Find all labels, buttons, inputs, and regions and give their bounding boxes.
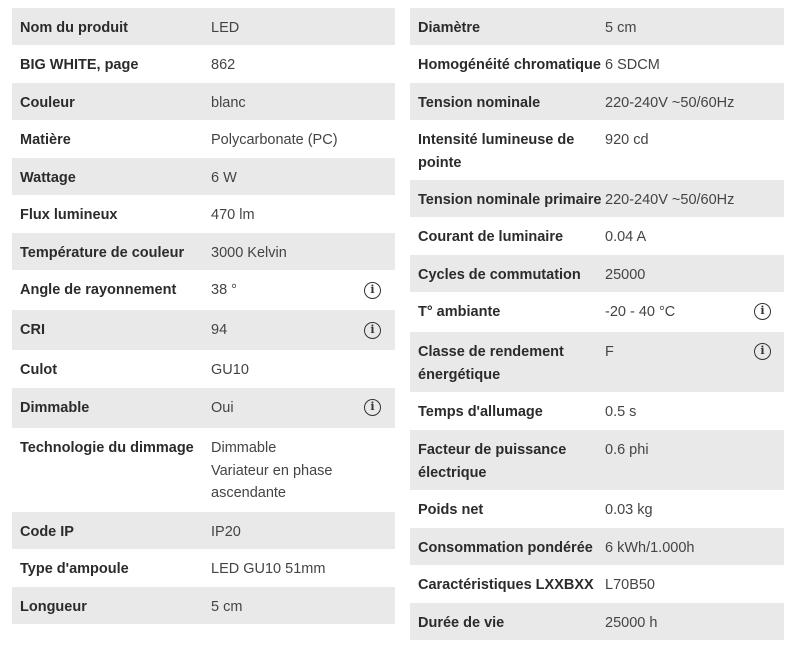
spec-value: 6 W [211, 170, 237, 186]
spec-row-duree-de-vie [410, 603, 784, 640]
spec-row-facteur-de-puissance-electrique [410, 430, 784, 490]
spec-row-caracteristiques-lxxbxx [410, 565, 784, 603]
spec-row-culot [12, 350, 395, 388]
spec-label: Durée de vie [418, 615, 505, 631]
spec-row-temps-d-allumage [410, 392, 784, 430]
spec-value: Polycarbonate (PC) [211, 132, 338, 148]
spec-value: F [605, 344, 614, 360]
spec-row-classe-de-rendement-energetique [410, 332, 784, 392]
spec-value: 862 [211, 57, 236, 73]
spec-value: 470 lm [211, 207, 255, 223]
info-icon[interactable]: i [364, 399, 381, 416]
spec-row-dimmable [12, 388, 395, 428]
spec-row-homogeneite-chromatique [410, 45, 784, 83]
info-icon[interactable]: i [364, 282, 381, 299]
spec-row-technologie-du-dimmage [12, 428, 395, 512]
spec-label: Température de couleur [20, 245, 185, 261]
spec-label: Angle de rayonnement [20, 282, 177, 298]
spec-row-angle-de-rayonnement [12, 270, 395, 310]
spec-value: 220-240V ~50/60Hz [605, 95, 735, 111]
spec-value: LED [211, 20, 240, 36]
info-icon[interactable]: i [754, 303, 771, 320]
spec-value: 0.5 s [605, 404, 637, 420]
spec-row-t-ambiante [410, 292, 784, 332]
spec-row-cri [12, 310, 395, 350]
spec-label: Tension nominale primaire [418, 192, 602, 208]
spec-label: Cycles de commutation [418, 267, 581, 283]
spec-value: LED GU10 51mm [211, 561, 326, 577]
spec-label: Classe de rendement énergétique [418, 344, 564, 383]
spec-value: GU10 [211, 362, 249, 378]
info-icon[interactable]: i [754, 343, 771, 360]
spec-row-courant-de-luminaire [410, 217, 784, 255]
spec-row-matiere [12, 120, 395, 158]
spec-label: Code IP [20, 524, 74, 540]
spec-row-wattage [12, 158, 395, 195]
spec-value: Oui [211, 400, 234, 416]
spec-value: 5 cm [211, 599, 243, 615]
spec-label: Couleur [20, 95, 75, 111]
spec-row-cycles-de-commutation [410, 255, 784, 292]
spec-label: Dimmable [20, 400, 90, 416]
spec-value: 6 SDCM [605, 57, 660, 73]
spec-label: BIG WHITE, page [20, 57, 139, 73]
spec-value: blanc [211, 95, 246, 111]
spec-value: 0.03 kg [605, 502, 653, 518]
spec-value: 220-240V ~50/60Hz [605, 192, 735, 208]
spec-row-couleur [12, 83, 395, 120]
spec-label: T° ambiante [418, 304, 501, 320]
specs-left-column [12, 8, 395, 624]
spec-row-intensite-lumineuse-de-pointe [410, 120, 784, 180]
spec-label: Longueur [20, 599, 87, 615]
spec-value: 6 kWh/1.000h [605, 540, 695, 556]
spec-label: Temps d'allumage [418, 404, 543, 420]
spec-label: Homogénéité chromatique [418, 57, 601, 73]
spec-row-tension-nominale [410, 83, 784, 120]
spec-label: Nom du produit [20, 20, 128, 36]
spec-value: 0.04 A [605, 229, 647, 245]
spec-row-code-ip [12, 512, 395, 549]
spec-value: 3000 Kelvin [211, 245, 287, 261]
spec-row-poids-net [410, 490, 784, 528]
spec-label: Wattage [20, 170, 76, 186]
spec-label: Culot [20, 362, 58, 378]
spec-label: Flux lumineux [20, 207, 118, 223]
spec-label: Intensité lumineuse de pointe [418, 132, 575, 171]
spec-value: L70B50 [605, 577, 655, 593]
spec-label: CRI [20, 322, 45, 338]
spec-value: IP20 [211, 524, 241, 540]
spec-row-temperature-de-couleur [12, 233, 395, 270]
spec-value: 920 cd [605, 132, 649, 148]
spec-value: -20 - 40 °C [605, 304, 676, 320]
spec-label: Caractéristiques LXXBXX [418, 577, 594, 593]
spec-label: Matière [20, 132, 71, 148]
spec-row-diametre [410, 8, 784, 45]
specs-right-column [410, 8, 784, 640]
spec-row-nom-du-produit [12, 8, 395, 45]
spec-value: 5 cm [605, 20, 637, 36]
spec-row-type-d-ampoule [12, 549, 395, 587]
spec-value: 25000 h [605, 615, 658, 631]
spec-row-tension-nominale-primaire [410, 180, 784, 217]
spec-value: 0.6 phi [605, 442, 649, 458]
spec-row-flux-lumineux [12, 195, 395, 233]
spec-row-consommation-ponderee [410, 528, 784, 565]
spec-label: Technologie du dimmage [20, 440, 194, 456]
spec-value: 38 ° [211, 282, 237, 298]
spec-value: 94 [211, 322, 228, 338]
spec-label: Consommation pondérée [418, 540, 593, 556]
spec-label: Type d'ampoule [20, 561, 129, 577]
spec-row-longueur [12, 587, 395, 624]
spec-label: Facteur de puissance électrique [418, 442, 567, 481]
spec-value: Dimmable Variateur en phase ascendante [211, 440, 333, 501]
spec-label: Courant de luminaire [418, 229, 564, 245]
spec-row-big-white-page [12, 45, 395, 83]
spec-label: Tension nominale [418, 95, 541, 111]
spec-value: 25000 [605, 267, 646, 283]
spec-label: Diamètre [418, 20, 481, 36]
spec-label: Poids net [418, 502, 484, 518]
info-icon[interactable]: i [364, 322, 381, 339]
